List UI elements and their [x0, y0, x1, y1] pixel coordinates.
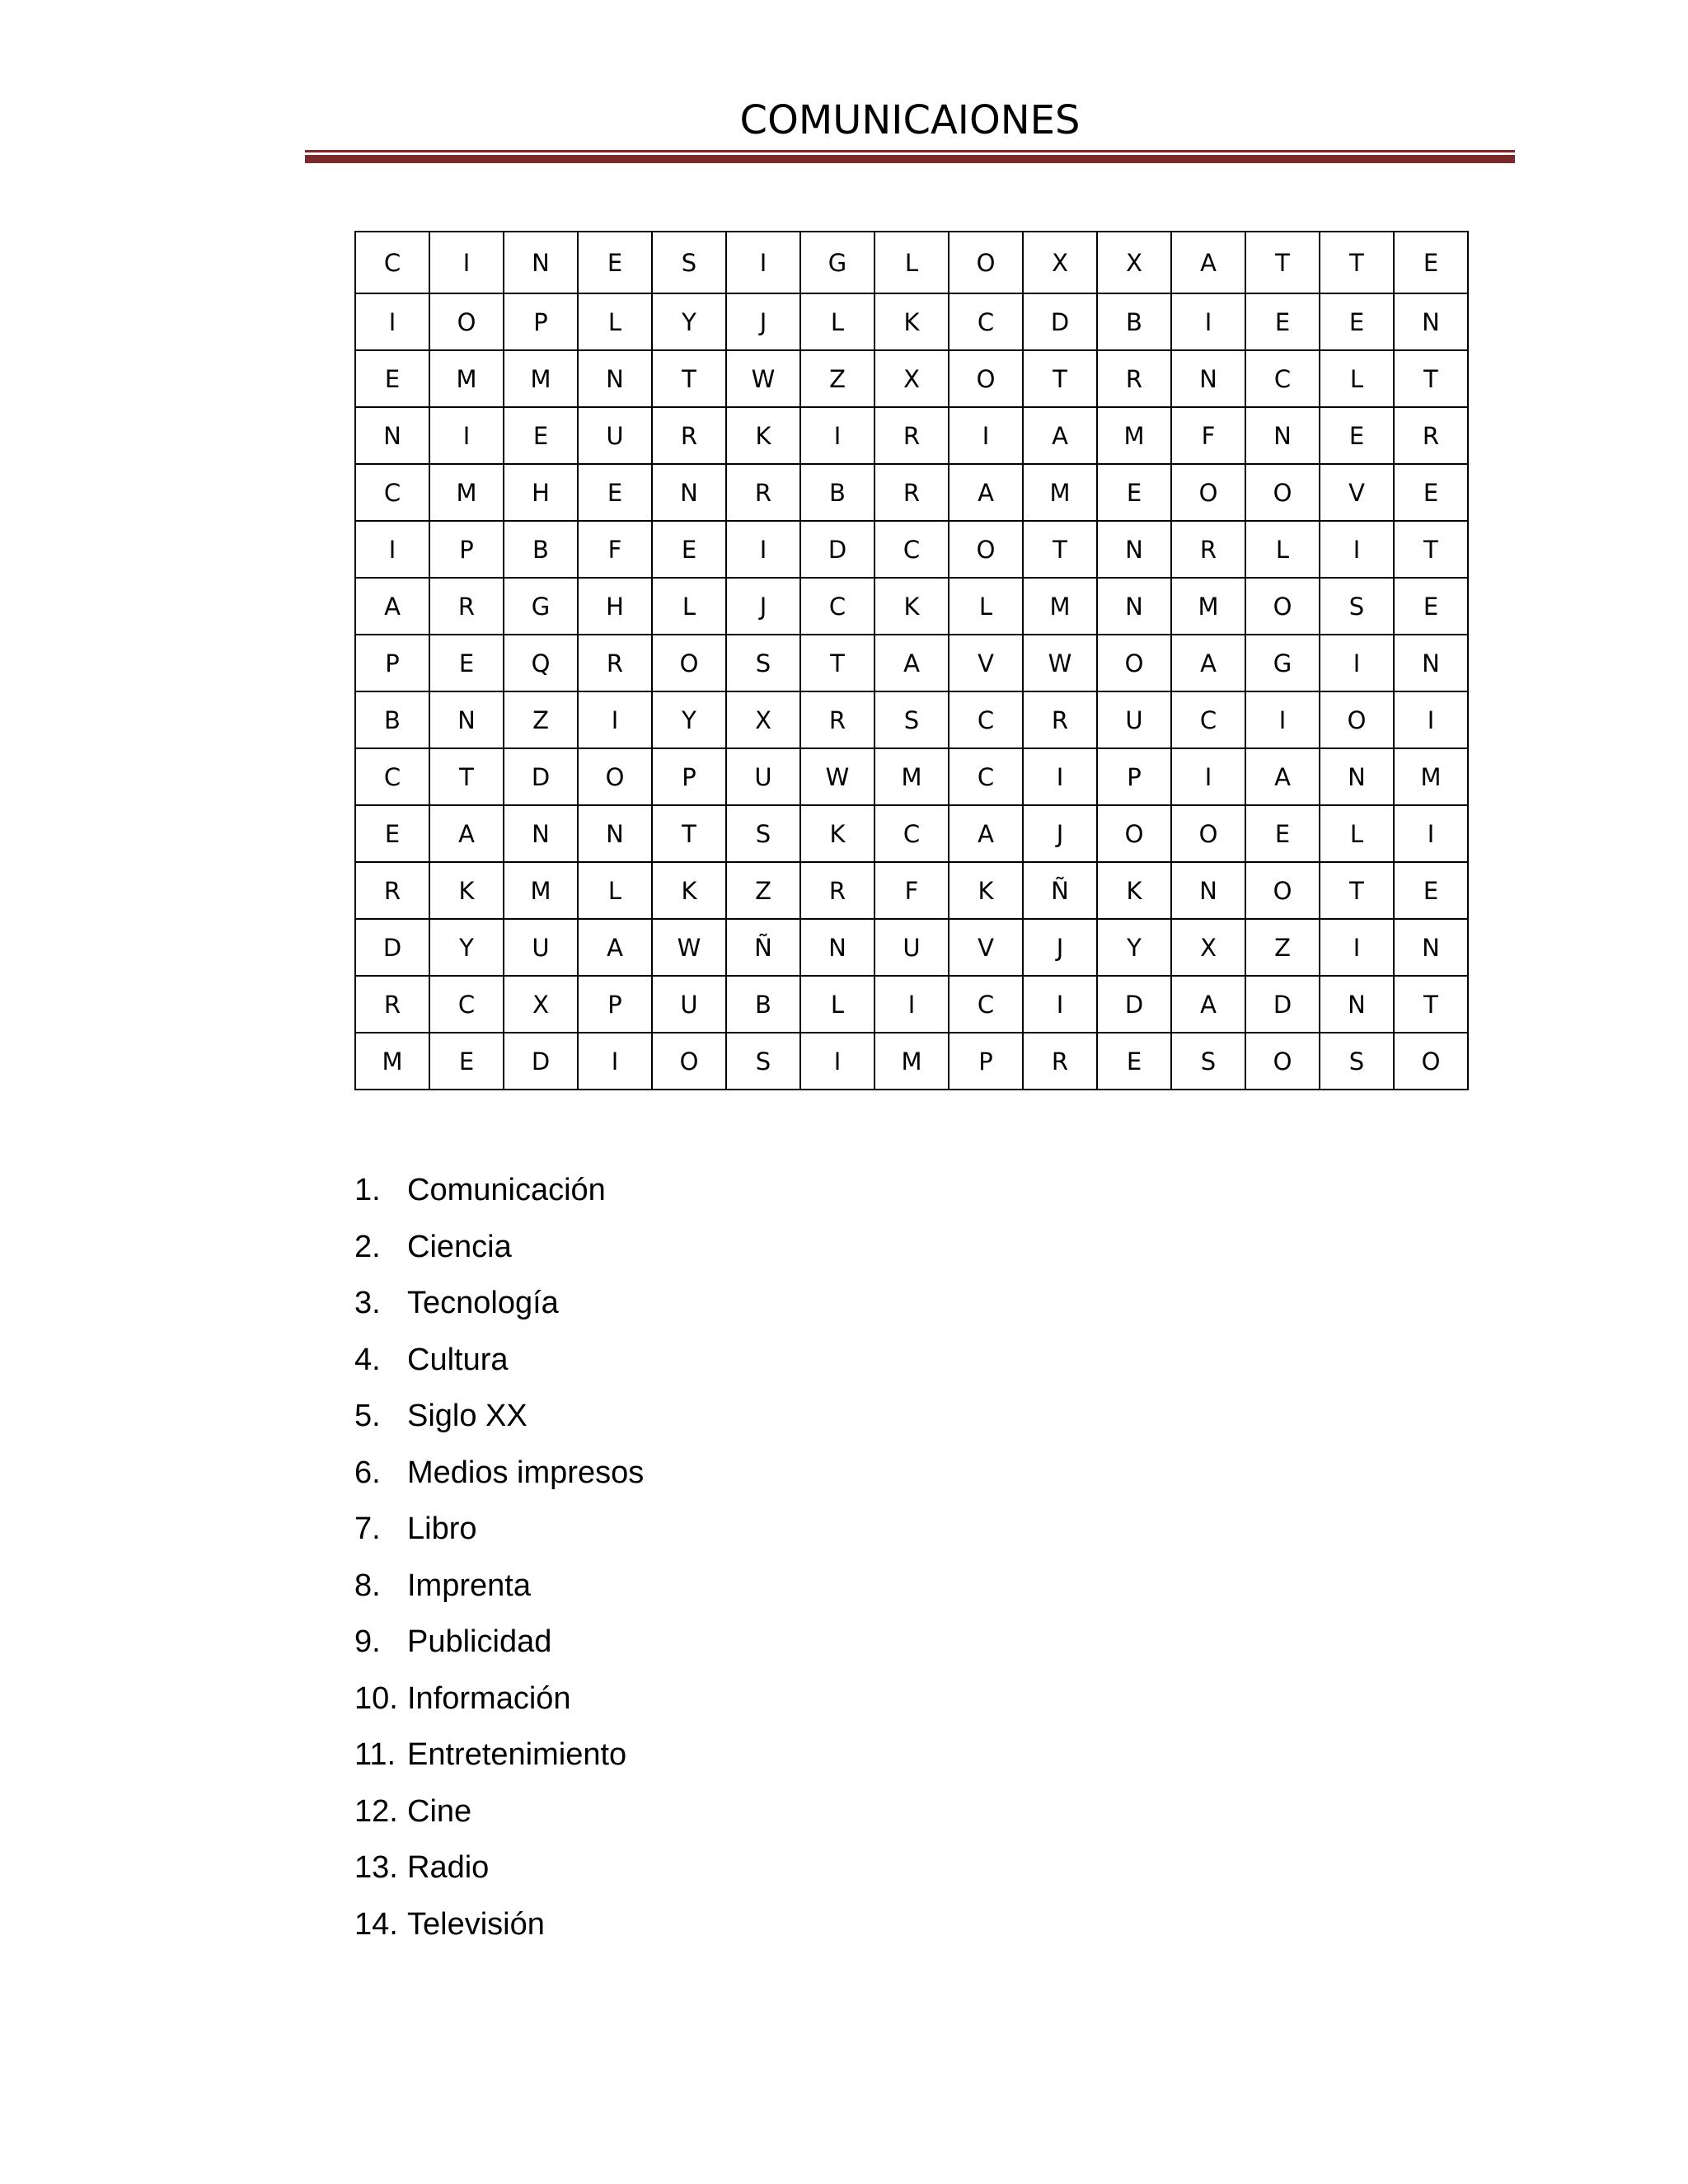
grid-cell: I: [874, 976, 949, 1033]
grid-cell: O: [1097, 635, 1171, 691]
list-item-word: Medios impresos: [407, 1455, 645, 1490]
list-item: [354, 1388, 644, 1445]
grid-cell: N: [1394, 293, 1468, 350]
grid-cell: C: [949, 691, 1023, 748]
grid-cell: I: [355, 293, 429, 350]
grid-cell: L: [949, 578, 1023, 635]
grid-cell: E: [1245, 293, 1320, 350]
list-item-word: Libro: [407, 1511, 477, 1546]
list-item: [354, 1896, 644, 1953]
grid-cell: C: [355, 232, 429, 293]
grid-cell: T: [1320, 862, 1394, 919]
grid-cell: T: [1394, 521, 1468, 578]
grid-cell: E: [1320, 407, 1394, 464]
grid-cell: R: [355, 862, 429, 919]
list-item: [354, 1332, 644, 1389]
grid-cell: D: [1097, 976, 1171, 1033]
grid-cell: D: [504, 748, 578, 805]
grid-cell: V: [949, 919, 1023, 976]
grid-cell: I: [949, 407, 1023, 464]
grid-cell: O: [1245, 862, 1320, 919]
grid-cell: M: [1097, 407, 1171, 464]
list-item-number: 12.: [354, 1793, 398, 1829]
grid-cell: I: [1245, 691, 1320, 748]
grid-cell: K: [429, 862, 504, 919]
grid-cell: E: [1097, 464, 1171, 521]
grid-cell: A: [949, 464, 1023, 521]
grid-cell: E: [1394, 862, 1468, 919]
list-item-word: Cine: [407, 1793, 472, 1829]
grid-cell: N: [652, 464, 726, 521]
grid-cell: I: [726, 232, 800, 293]
grid-row: [355, 350, 1468, 407]
grid-cell: K: [652, 862, 726, 919]
grid-cell: D: [1245, 976, 1320, 1033]
grid-cell: U: [578, 407, 652, 464]
list-item-number: 4.: [354, 1342, 381, 1377]
grid-cell: N: [504, 232, 578, 293]
grid-cell: E: [1394, 232, 1468, 293]
grid-row: [355, 293, 1468, 350]
grid-cell: O: [578, 748, 652, 805]
grid-cell: T: [1023, 350, 1097, 407]
grid-cell: T: [1394, 976, 1468, 1033]
grid-cell: C: [949, 293, 1023, 350]
grid-cell: Z: [726, 862, 800, 919]
grid-cell: P: [652, 748, 726, 805]
grid-cell: P: [429, 521, 504, 578]
list-item-word: Siglo XX: [407, 1399, 528, 1433]
grid-cell: J: [726, 578, 800, 635]
grid-cell: V: [949, 635, 1023, 691]
grid-cell: M: [355, 1033, 429, 1090]
grid-cell: C: [800, 578, 874, 635]
list-item-number: 9.: [354, 1624, 381, 1659]
grid-cell: K: [874, 578, 949, 635]
grid-cell: D: [504, 1033, 578, 1090]
grid-cell: J: [1023, 805, 1097, 862]
grid-row: [355, 862, 1468, 919]
grid-cell: T: [800, 635, 874, 691]
grid-cell: N: [1394, 919, 1468, 976]
grid-cell: B: [504, 521, 578, 578]
list-item: [354, 1727, 644, 1783]
grid-cell: Y: [429, 919, 504, 976]
grid-cell: C: [949, 748, 1023, 805]
grid-cell: D: [1023, 293, 1097, 350]
list-item-word: Ciencia: [407, 1229, 512, 1264]
grid-cell: E: [429, 635, 504, 691]
grid-cell: O: [1171, 464, 1245, 521]
grid-cell: O: [1097, 805, 1171, 862]
grid-cell: C: [1245, 350, 1320, 407]
grid-cell: O: [1171, 805, 1245, 862]
grid-cell: X: [874, 350, 949, 407]
list-item-number: 10.: [354, 1680, 398, 1716]
grid-cell: I: [1320, 635, 1394, 691]
header-rule-thick: [305, 155, 1515, 163]
grid-cell: I: [800, 1033, 874, 1090]
grid-cell: K: [874, 293, 949, 350]
grid-cell: E: [1394, 578, 1468, 635]
grid-cell: T: [1394, 350, 1468, 407]
grid-cell: S: [1320, 1033, 1394, 1090]
grid-cell: B: [800, 464, 874, 521]
grid-row: [355, 232, 1468, 293]
grid-cell: I: [429, 232, 504, 293]
grid-cell: L: [1320, 805, 1394, 862]
grid-cell: E: [355, 805, 429, 862]
grid-cell: W: [726, 350, 800, 407]
grid-cell: A: [949, 805, 1023, 862]
header-rule-thin: [305, 150, 1515, 152]
list-item-number: 1.: [354, 1173, 381, 1207]
grid-cell: N: [578, 805, 652, 862]
grid-cell: P: [578, 976, 652, 1033]
list-item: [354, 1162, 644, 1219]
grid-cell: O: [1245, 1033, 1320, 1090]
grid-cell: S: [726, 805, 800, 862]
grid-cell: N: [578, 350, 652, 407]
grid-cell: E: [652, 521, 726, 578]
grid-cell: A: [355, 578, 429, 635]
list-item: [354, 1840, 644, 1896]
grid-cell: R: [578, 635, 652, 691]
grid-cell: I: [1394, 805, 1468, 862]
grid-cell: O: [1320, 691, 1394, 748]
grid-cell: Q: [504, 635, 578, 691]
list-item-number: 5.: [354, 1399, 381, 1433]
grid-cell: S: [874, 691, 949, 748]
grid-cell: Y: [1097, 919, 1171, 976]
grid-cell: R: [874, 464, 949, 521]
grid-cell: O: [652, 635, 726, 691]
list-item-word: Imprenta: [407, 1568, 531, 1603]
grid-cell: A: [1171, 976, 1245, 1033]
grid-cell: V: [1320, 464, 1394, 521]
grid-cell: S: [1320, 578, 1394, 635]
grid-cell: C: [874, 805, 949, 862]
word-list: [354, 1162, 644, 1952]
grid-cell: R: [429, 578, 504, 635]
grid-cell: B: [1097, 293, 1171, 350]
grid-cell: N: [1097, 521, 1171, 578]
list-item: [354, 1219, 644, 1276]
grid-cell: L: [800, 293, 874, 350]
grid-cell: A: [1171, 635, 1245, 691]
grid-cell: B: [355, 691, 429, 748]
list-item: [354, 1501, 644, 1558]
grid-cell: E: [1394, 464, 1468, 521]
grid-cell: N: [1320, 976, 1394, 1033]
grid-cell: P: [504, 293, 578, 350]
grid-cell: N: [429, 691, 504, 748]
grid-cell: Z: [1245, 919, 1320, 976]
grid-row: [355, 1033, 1468, 1090]
grid-cell: Ñ: [1023, 862, 1097, 919]
grid-cell: B: [726, 976, 800, 1033]
grid-cell: R: [726, 464, 800, 521]
grid-row: [355, 919, 1468, 976]
grid-cell: T: [1245, 232, 1320, 293]
grid-cell: E: [578, 464, 652, 521]
grid-cell: U: [504, 919, 578, 976]
grid-cell: Y: [652, 293, 726, 350]
grid-row: [355, 805, 1468, 862]
grid-cell: R: [652, 407, 726, 464]
grid-cell: M: [429, 350, 504, 407]
grid-cell: S: [652, 232, 726, 293]
grid-cell: O: [1245, 464, 1320, 521]
grid-cell: I: [1023, 976, 1097, 1033]
grid-cell: O: [1394, 1033, 1468, 1090]
grid-cell: U: [652, 976, 726, 1033]
grid-row: [355, 976, 1468, 1033]
grid-cell: C: [355, 748, 429, 805]
grid-cell: O: [949, 350, 1023, 407]
grid-cell: I: [1320, 521, 1394, 578]
grid-cell: L: [800, 976, 874, 1033]
grid-cell: X: [1097, 232, 1171, 293]
grid-cell: S: [726, 635, 800, 691]
grid-cell: N: [1097, 578, 1171, 635]
grid-cell: R: [355, 976, 429, 1033]
grid-cell: I: [1171, 748, 1245, 805]
page-title: COMUNICAIONES: [739, 97, 1081, 143]
grid-cell: I: [1394, 691, 1468, 748]
grid-cell: M: [874, 1033, 949, 1090]
grid-cell: P: [949, 1033, 1023, 1090]
grid-cell: K: [800, 805, 874, 862]
grid-cell: I: [429, 407, 504, 464]
grid-cell: L: [578, 862, 652, 919]
grid-cell: R: [1097, 350, 1171, 407]
grid-cell: M: [1171, 578, 1245, 635]
list-item-number: 14.: [354, 1906, 398, 1942]
grid-cell: E: [1320, 293, 1394, 350]
grid-cell: D: [800, 521, 874, 578]
grid-cell: U: [726, 748, 800, 805]
grid-cell: T: [1320, 232, 1394, 293]
grid-cell: X: [726, 691, 800, 748]
grid-row: [355, 691, 1468, 748]
grid-cell: W: [652, 919, 726, 976]
grid-cell: R: [1394, 407, 1468, 464]
grid-cell: N: [1320, 748, 1394, 805]
grid-cell: E: [429, 1033, 504, 1090]
grid-cell: N: [800, 919, 874, 976]
grid-cell: S: [726, 1033, 800, 1090]
list-item: [354, 1275, 644, 1332]
grid-cell: X: [1023, 232, 1097, 293]
grid-cell: E: [1097, 1033, 1171, 1090]
grid-cell: L: [1320, 350, 1394, 407]
grid-cell: H: [504, 464, 578, 521]
grid-cell: C: [1171, 691, 1245, 748]
grid-cell: L: [578, 293, 652, 350]
grid-cell: G: [1245, 635, 1320, 691]
grid-cell: M: [1394, 748, 1468, 805]
grid-cell: G: [800, 232, 874, 293]
grid-cell: N: [1245, 407, 1320, 464]
grid-cell: A: [429, 805, 504, 862]
grid-cell: R: [1023, 691, 1097, 748]
list-item: [354, 1783, 644, 1840]
list-item-number: 8.: [354, 1568, 381, 1603]
list-item-word: Televisión: [407, 1906, 545, 1942]
grid-cell: G: [504, 578, 578, 635]
grid-cell: R: [800, 862, 874, 919]
grid-cell: K: [1097, 862, 1171, 919]
grid-cell: P: [1097, 748, 1171, 805]
grid-row: [355, 464, 1468, 521]
grid-cell: W: [800, 748, 874, 805]
grid-cell: I: [800, 407, 874, 464]
grid-row: [355, 578, 1468, 635]
grid-cell: M: [1023, 464, 1097, 521]
grid-cell: A: [874, 635, 949, 691]
list-item-number: 13.: [354, 1850, 398, 1885]
grid-cell: M: [1023, 578, 1097, 635]
grid-cell: T: [652, 350, 726, 407]
grid-cell: U: [1097, 691, 1171, 748]
grid-cell: I: [355, 521, 429, 578]
grid-cell: L: [652, 578, 726, 635]
grid-cell: T: [429, 748, 504, 805]
grid-cell: I: [1171, 293, 1245, 350]
grid-row: [355, 748, 1468, 805]
grid-cell: I: [726, 521, 800, 578]
list-item-word: Información: [407, 1680, 571, 1716]
grid-cell: J: [726, 293, 800, 350]
list-item-number: 6.: [354, 1455, 381, 1490]
list-item-word: Cultura: [407, 1342, 509, 1377]
grid-cell: E: [1245, 805, 1320, 862]
grid-cell: K: [726, 407, 800, 464]
list-item-word: Tecnología: [407, 1286, 559, 1320]
grid-cell: R: [874, 407, 949, 464]
grid-cell: Z: [504, 691, 578, 748]
grid-cell: E: [578, 232, 652, 293]
grid-cell: M: [874, 748, 949, 805]
list-item: [354, 1614, 644, 1671]
list-item: [354, 1558, 644, 1615]
grid-cell: N: [1394, 635, 1468, 691]
grid-cell: T: [1023, 521, 1097, 578]
grid-cell: Ñ: [726, 919, 800, 976]
grid-cell: A: [1171, 232, 1245, 293]
list-item: [354, 1671, 644, 1727]
grid-cell: O: [1245, 578, 1320, 635]
grid-cell: R: [1171, 521, 1245, 578]
grid-cell: I: [578, 691, 652, 748]
grid-cell: O: [949, 521, 1023, 578]
grid-cell: U: [874, 919, 949, 976]
word-search-grid: [354, 231, 1469, 1090]
grid-row: [355, 521, 1468, 578]
grid-cell: J: [1023, 919, 1097, 976]
grid-cell: F: [874, 862, 949, 919]
grid-cell: A: [1245, 748, 1320, 805]
list-item-word: Publicidad: [407, 1624, 552, 1659]
grid-cell: N: [504, 805, 578, 862]
grid-cell: I: [578, 1033, 652, 1090]
grid-cell: X: [504, 976, 578, 1033]
list-item: [354, 1445, 644, 1502]
grid-cell: M: [429, 464, 504, 521]
list-item-number: 2.: [354, 1229, 381, 1264]
grid-cell: Z: [800, 350, 874, 407]
grid-cell: Y: [652, 691, 726, 748]
grid-cell: E: [504, 407, 578, 464]
grid-cell: X: [1171, 919, 1245, 976]
list-item-word: Entretenimiento: [407, 1737, 627, 1772]
grid-cell: C: [355, 464, 429, 521]
grid-cell: R: [800, 691, 874, 748]
grid-cell: O: [652, 1033, 726, 1090]
grid-cell: N: [355, 407, 429, 464]
grid-cell: N: [1171, 862, 1245, 919]
grid-cell: O: [429, 293, 504, 350]
list-item-word: Radio: [407, 1850, 490, 1885]
grid-cell: N: [1171, 350, 1245, 407]
grid-cell: F: [1171, 407, 1245, 464]
grid-cell: K: [949, 862, 1023, 919]
grid-cell: W: [1023, 635, 1097, 691]
grid-cell: D: [355, 919, 429, 976]
grid-cell: C: [874, 521, 949, 578]
grid-cell: O: [949, 232, 1023, 293]
grid-cell: I: [1023, 748, 1097, 805]
grid-cell: C: [949, 976, 1023, 1033]
grid-cell: A: [578, 919, 652, 976]
grid-cell: A: [1023, 407, 1097, 464]
grid-cell: C: [429, 976, 504, 1033]
grid-row: [355, 407, 1468, 464]
list-item-number: 3.: [354, 1286, 381, 1320]
grid-cell: I: [1320, 919, 1394, 976]
grid-cell: L: [1245, 521, 1320, 578]
grid-cell: F: [578, 521, 652, 578]
grid-cell: L: [874, 232, 949, 293]
grid-cell: P: [355, 635, 429, 691]
grid-row: [355, 635, 1468, 691]
list-item-number: 7.: [354, 1511, 381, 1546]
grid-cell: M: [504, 862, 578, 919]
grid-cell: R: [1023, 1033, 1097, 1090]
grid-cell: E: [355, 350, 429, 407]
grid-cell: S: [1171, 1033, 1245, 1090]
grid-cell: M: [504, 350, 578, 407]
list-item-number: 11.: [354, 1737, 396, 1772]
grid-cell: H: [578, 578, 652, 635]
list-item-word: Comunicación: [407, 1173, 606, 1207]
grid-cell: T: [652, 805, 726, 862]
